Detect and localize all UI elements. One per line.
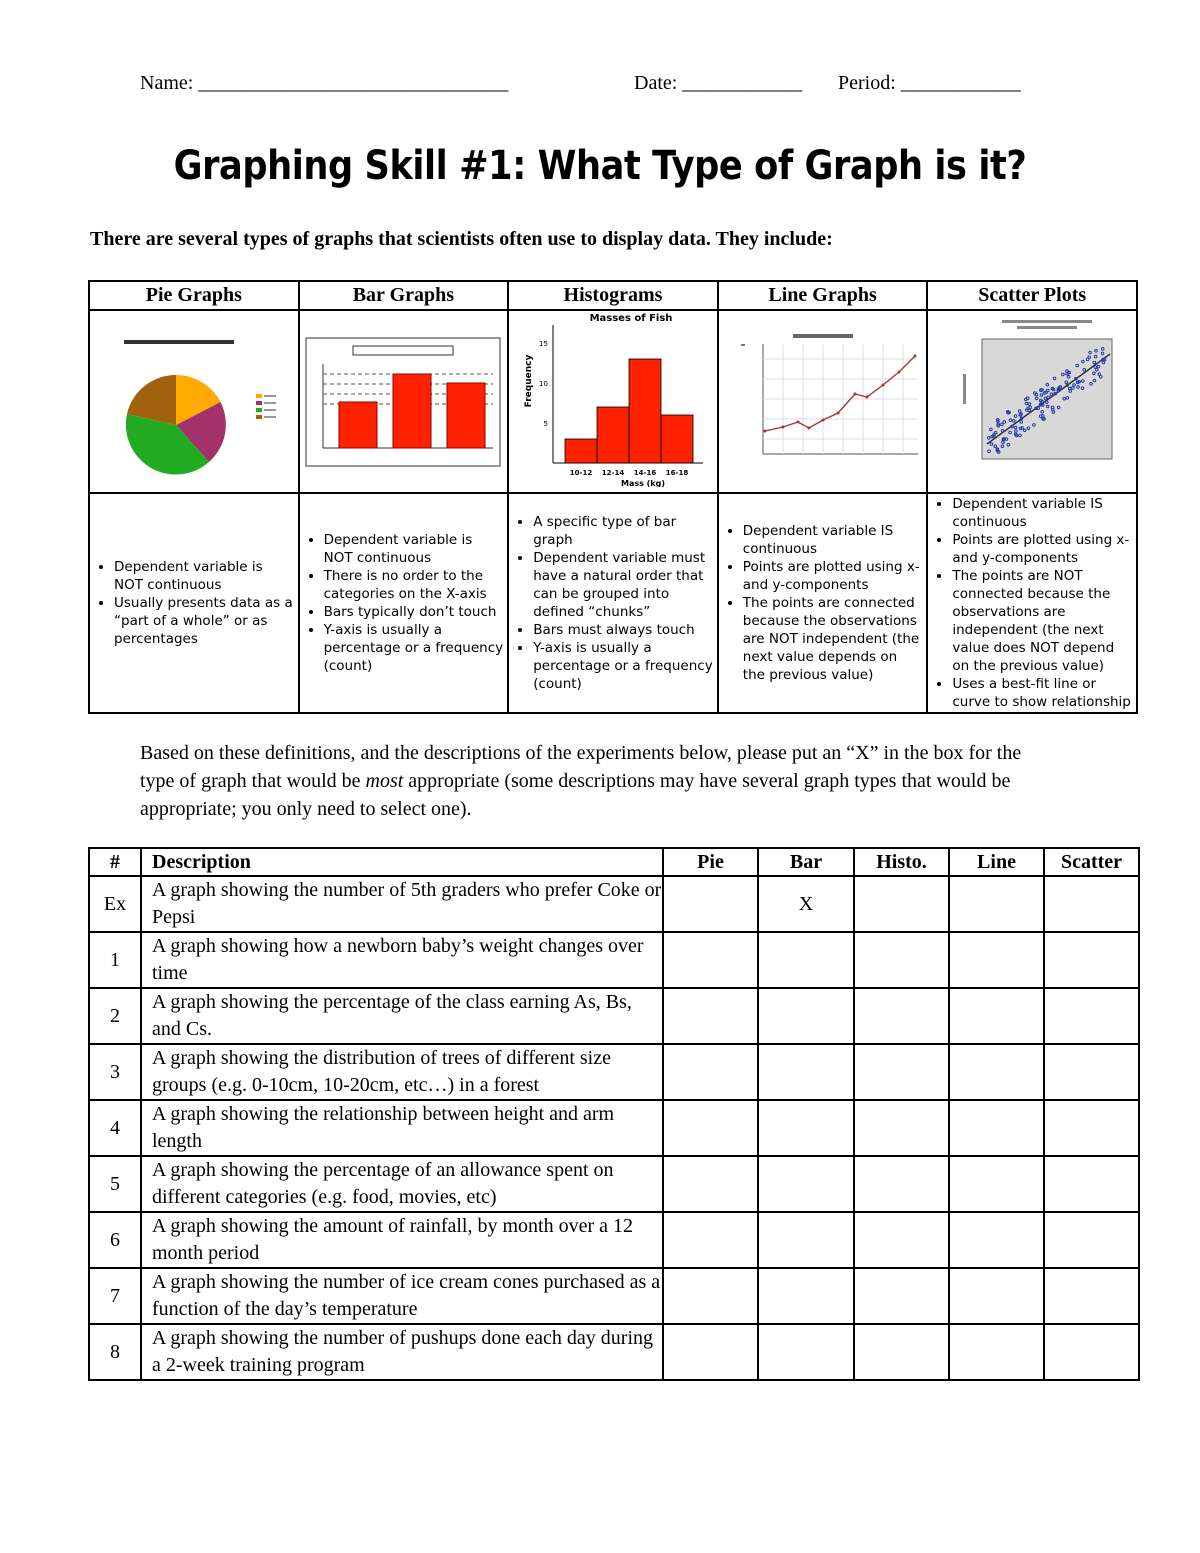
table-row — [89, 1212, 1139, 1268]
table-row — [89, 1100, 1139, 1156]
answer-cell-bar[interactable] — [758, 1044, 854, 1100]
histogram-bar — [629, 359, 661, 463]
answer-cell-pie[interactable] — [663, 1212, 758, 1268]
histogram-y-label: Frequency — [523, 354, 534, 408]
header-line-graphs: Line Graphs — [718, 281, 928, 310]
histogram-y-tick: 5 — [543, 420, 548, 428]
answer-cell-pie[interactable] — [663, 988, 758, 1044]
header-scatter-plots: Scatter Plots — [927, 281, 1137, 310]
answer-cell-pie[interactable] — [663, 1156, 758, 1212]
col-header-scatter: Scatter — [1044, 848, 1139, 876]
answer-cell-bar[interactable] — [758, 1100, 854, 1156]
table-row — [89, 1156, 1139, 1212]
histogram-bar — [661, 415, 693, 463]
answer-cell-pie[interactable] — [663, 1044, 758, 1100]
question-table — [88, 847, 1140, 1381]
answer-cell-histo[interactable] — [854, 1268, 949, 1324]
answer-cell-pie[interactable] — [663, 1268, 758, 1324]
list-item: • Dependent variable must have a natural order that can be grouped into defined “chunks” — [533, 549, 713, 621]
intro-text: There are several types of graphs that scientists often use to display data. They include: — [90, 228, 833, 250]
table-row — [89, 1324, 1139, 1380]
table-row — [89, 932, 1139, 988]
date-field[interactable]: Date: ____________ — [634, 72, 803, 94]
row-description: A graph showing the percentage of the class earning As, Bs, and Cs. — [141, 988, 663, 1044]
bar-graph-image — [299, 310, 509, 493]
answer-cell-histo[interactable] — [854, 1156, 949, 1212]
answer-cell-histo[interactable] — [854, 988, 949, 1044]
list-item: • Bars must always touch — [533, 621, 713, 639]
header-bar-graphs: Bar Graphs — [299, 281, 509, 310]
header-pie-graphs: Pie Graphs — [89, 281, 299, 310]
list-item: • The points are NOT connected because the observations are independent (the next value does NOT depend on the previous value) — [952, 567, 1132, 675]
answer-cell-line[interactable] — [949, 932, 1044, 988]
answer-cell-pie[interactable] — [663, 932, 758, 988]
answer-cell-scatter[interactable] — [1044, 932, 1139, 988]
answer-cell-bar[interactable] — [758, 1156, 854, 1212]
name-field[interactable]: Name: _______________________________ — [140, 72, 509, 94]
answer-cell-line[interactable] — [949, 1324, 1044, 1380]
answer-cell-histo[interactable] — [854, 932, 949, 988]
col-header-description: Description — [141, 848, 663, 876]
instructions-part2: appropriate (some descriptions may have several graph types that would be appropriate; you only need to select one). — [140, 770, 1011, 820]
list-item: • A specific type of bar graph — [533, 513, 713, 549]
scatter-plot-image — [927, 310, 1137, 493]
col-header-line: Line — [949, 848, 1044, 876]
answer-cell-histo[interactable] — [854, 1100, 949, 1156]
histogram-title: Masses of Fish — [589, 313, 673, 324]
row-description: A graph showing the distribution of trees of different size groups (e.g. 0-10cm, 10-20cm, etc…) in a forest — [141, 1044, 663, 1100]
answer-cell-scatter[interactable] — [1044, 988, 1139, 1044]
list-item: • Dependent variable is NOT continuous — [114, 558, 294, 594]
answer-cell-pie[interactable] — [663, 876, 758, 932]
answer-cell-line[interactable] — [949, 1100, 1044, 1156]
row-number: 7 — [89, 1268, 141, 1324]
answer-cell-bar[interactable] — [758, 1324, 854, 1380]
list-item: • Dependent variable IS continuous — [952, 495, 1132, 531]
table-row — [89, 1268, 1139, 1324]
row-number: 1 — [89, 932, 141, 988]
table-row — [89, 876, 1139, 932]
histogram-x-tick: 12-14 — [601, 469, 625, 477]
histogram-image — [508, 310, 718, 493]
answer-cell-scatter[interactable] — [1044, 1156, 1139, 1212]
answer-cell-bar[interactable]: X — [758, 876, 854, 932]
row-number: 5 — [89, 1156, 141, 1212]
list-item: • Dependent variable is NOT continuous — [324, 531, 504, 567]
line-graph-description — [718, 493, 928, 713]
list-item: • The points are connected because the observations are NOT independent (the next value depends on the previous value) — [743, 594, 923, 684]
scatter-plot-description — [927, 493, 1137, 713]
graph-types-table — [88, 280, 1138, 714]
answer-cell-histo[interactable] — [854, 876, 949, 932]
row-description: A graph showing the number of pushups done each day during a 2-week training program — [141, 1324, 663, 1380]
answer-cell-bar[interactable] — [758, 932, 854, 988]
answer-cell-histo[interactable] — [854, 1044, 949, 1100]
answer-cell-line[interactable] — [949, 876, 1044, 932]
row-number: Ex — [89, 876, 141, 932]
row-description: A graph showing the percentage of an allowance spent on different categories (e.g. food, movies, etc) — [141, 1156, 663, 1212]
row-description: A graph showing the number of 5th graders who prefer Coke or Pepsi — [141, 876, 663, 932]
answer-cell-scatter[interactable] — [1044, 876, 1139, 932]
answer-cell-bar[interactable] — [758, 1268, 854, 1324]
header-histograms: Histograms — [508, 281, 718, 310]
answer-cell-histo[interactable] — [854, 1212, 949, 1268]
col-header-histo: Histo. — [854, 848, 949, 876]
page-title: Graphing Skill #1: What Type of Graph is it? — [173, 143, 1027, 189]
answer-cell-scatter[interactable] — [1044, 1324, 1139, 1380]
answer-cell-histo[interactable] — [854, 1324, 949, 1380]
histogram-x-tick: 14-16 — [633, 469, 657, 477]
list-item: • Uses a best-fit line or curve to show relationship — [952, 675, 1132, 711]
histogram-x-label: Mass (kg) — [620, 479, 665, 487]
instructions-paragraph — [140, 739, 1060, 823]
answer-cell-bar[interactable] — [758, 988, 854, 1044]
row-number: 4 — [89, 1100, 141, 1156]
row-description: A graph showing the number of ice cream cones purchased as a function of the day’s temperature — [141, 1268, 663, 1324]
instructions-part1: Based on these definitions, and the descriptions of the experiments below, please put an “X” in the box for the type of graph that would be — [140, 742, 1022, 792]
histogram-y-tick: 10 — [539, 380, 548, 388]
answer-cell-scatter[interactable] — [1044, 1044, 1139, 1100]
answer-cell-pie[interactable] — [663, 1324, 758, 1380]
list-item: • Bars typically don’t touch — [324, 603, 504, 621]
list-item: • Points are plotted using x- and y-components — [743, 558, 923, 594]
bar-graph-description — [299, 493, 509, 713]
histogram-x-tick: 16-18 — [665, 469, 689, 477]
histogram-y-tick: 15 — [539, 340, 548, 348]
table-row — [89, 988, 1139, 1044]
row-description: A graph showing how a newborn baby’s weight changes over time — [141, 932, 663, 988]
table-row — [89, 1044, 1139, 1100]
pie-graph-image — [89, 310, 299, 493]
answer-cell-scatter[interactable] — [1044, 1212, 1139, 1268]
list-item: • Points are plotted using x- and y-components — [952, 531, 1132, 567]
answer-cell-line[interactable] — [949, 1212, 1044, 1268]
instructions-emphasis: most — [365, 770, 404, 792]
col-header-bar: Bar — [758, 848, 854, 876]
histogram-bar — [597, 407, 629, 463]
histogram-description — [508, 493, 718, 713]
line-graph-image — [718, 310, 928, 493]
answer-cell-scatter[interactable] — [1044, 1268, 1139, 1324]
list-item: • There is no order to the categories on the X-axis — [324, 567, 504, 603]
col-header-number: # — [89, 848, 141, 876]
answer-cell-line[interactable] — [949, 1044, 1044, 1100]
answer-cell-bar[interactable] — [758, 1212, 854, 1268]
row-number: 3 — [89, 1044, 141, 1100]
row-number: 8 — [89, 1324, 141, 1380]
answer-cell-line[interactable] — [949, 1268, 1044, 1324]
row-description: A graph showing the relationship between height and arm length — [141, 1100, 663, 1156]
list-item: • Y-axis is usually a percentage or a frequency (count) — [533, 639, 713, 693]
list-item: • Dependent variable IS continuous — [743, 522, 923, 558]
list-item: • Y-axis is usually a percentage or a frequency (count) — [324, 621, 504, 675]
answer-cell-pie[interactable] — [663, 1100, 758, 1156]
answer-cell-line[interactable] — [949, 988, 1044, 1044]
row-number: 2 — [89, 988, 141, 1044]
row-number: 6 — [89, 1212, 141, 1268]
histogram-x-tick: 10-12 — [569, 469, 593, 477]
answer-cell-scatter[interactable] — [1044, 1100, 1139, 1156]
pie-graph-description — [89, 493, 299, 713]
answer-cell-line[interactable] — [949, 1156, 1044, 1212]
period-field[interactable]: Period: ____________ — [838, 72, 1021, 94]
list-item: • Usually presents data as a “part of a whole” or as percentages — [114, 594, 294, 648]
histogram-bar — [565, 439, 597, 463]
row-description: A graph showing the amount of rainfall, by month over a 12 month period — [141, 1212, 663, 1268]
col-header-pie: Pie — [663, 848, 758, 876]
